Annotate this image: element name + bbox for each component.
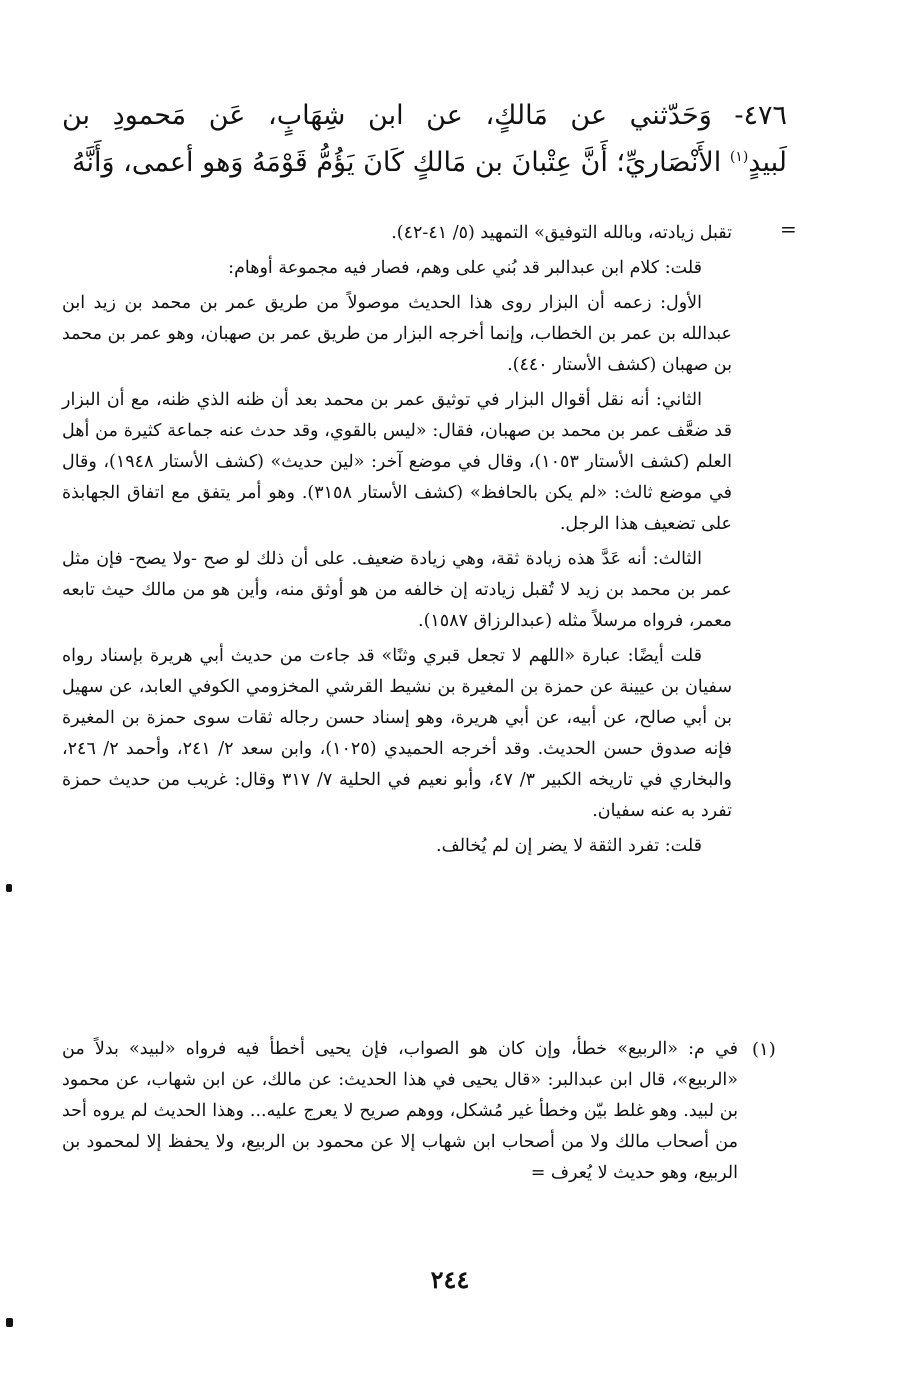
footnote-text: في م: «الربيع» خطأ، وإن كان هو الصواب، فإن يحيى أخطأ فيه فرواه «لبيد» بدلاً من «الربيع»، قال ابن عبدالبر: «قال يحيى في هذا الحديث: عن مالك، عن ابن شهاب، عن محمود بن لبيد. وهو غلط بيّن وخطأ غير مُشكل، ووهم صريح لا يعرج عليه... وهذا الحديث لم يروه أحد من أصحاب مالك ولا من أصحاب ابن شهاب إلا عن محمود بن الربيع، ولا يحفظ إلا لمحمود بن الربيع، وهو حديث لا يُعرف = — [62, 1039, 738, 1183]
page-number: ٢٤٤ — [430, 1265, 470, 1294]
note-paragraph: قلت: كلام ابن عبدالبر قد بُني على وهم، فصار فيه مجموعة أوهام: — [228, 258, 702, 278]
scan-speck — [6, 884, 12, 892]
commentary-notes — [62, 218, 732, 866]
note-paragraph: قلت: تفرد الثقة لا يضر إن لم يُخالف. — [436, 836, 702, 856]
note-paragraph: الأول: زعمه أن البزار روى هذا الحديث موصولاً من طريق عمر بن محمد بن زيد ابن عبدالله بن عمر بن الخطاب، وإنما أخرجه البزار من طريق عمر بن صهبان، وهو عمر بن محمد بن صهبان (كشف الأستار ٤٤٠). — [62, 293, 732, 375]
note-paragraph: الثاني: أنه نقل أقوال البزار في توثيق عمر بن محمد بعد أن ظنه الذي ظنه، مع أن البزار قد ضعَّف عمر بن محمد بن صهبان، فقال: «ليس بالقوي، وقد حدث عنه جماعة كثيرة من أهل العلم (كشف الأستار ١٠٥٣)، وقال في موضع آخر: «لين حديث» (كشف الأستار ١٩٤٨)، وقال في موضع ثالث: «لم يكن بالحافظ» (كشف الأستار ٣١٥٨). وهو أمر يتفق مع اتفاق الجهابذة على تضعيف هذا الرجل. — [62, 390, 732, 534]
note-paragraph: الثالث: أنه عَدَّ هذه زيادة ثقة، وهي زيادة ضعيف. على أن ذلك لو صح -ولا يصح- فإن مثل عمر بن محمد بن زيد لا تُقبل زيادته إن خالفه من هو أوثق منه، وأين هو من مالك حيث تابعه معمر، فرواه مرسلاً مثله (عبدالرزاق ١٥٨٧). — [62, 549, 732, 631]
continuation-mark: = — [780, 217, 797, 241]
hadith-line-1: ٤٧٦- وَحَدّثني عن مَالكٍ، عن ابن شِهَابٍ، عَن مَحمودِ بن — [62, 100, 787, 131]
hadith-line-2-start: لَبيدٍ — [748, 147, 787, 178]
note-paragraph: تقبل زيادته، وبالله التوفيق» التمهيد (٥/ ٤١-٤٢). — [391, 223, 732, 243]
note-paragraph: قلت أيضًا: عبارة «اللهم لا تجعل قبري وثنًا» قد جاءت من حديث أبي هريرة بإسناد رواه سفيان بن عيينة عن حمزة بن المغيرة بن نشيط القرشي المخزومي الكوفي العابد، عن سهيل بن أبي صالح، عن أبيه، عن أبي هريرة، وهو إسناد حسن رجاله ثقات سوى حمزة بن المغيرة فإنه صدوق حسن الحديث. وقد أخرجه الحميدي (١٠٢٥)، وابن سعد ٢/ ٢٤١، وأحمد ٢/ ٢٤٦، والبخاري في تاريخه الكبير ٣/ ٤٧، وأبو نعيم في الحلية ٧/ ٣١٧ وقال: غريب من حديث حمزة تفرد به عنه سفيان. — [62, 646, 733, 821]
scan-speck — [6, 1318, 13, 1327]
hadith-line-2-rest: الأَنْصَاريِّ؛ أَنَّ عِتْبانَ بن مَالكٍ كَانَ يَؤُمُّ قَوْمَهُ وَهو أعمى، وَأَنَّهُ — [72, 147, 730, 178]
footnote-reference: (١) — [729, 149, 749, 165]
footnote-number: (١) — [752, 1039, 776, 1060]
hadith-text — [62, 92, 787, 186]
hadith-line-2 — [62, 139, 787, 186]
